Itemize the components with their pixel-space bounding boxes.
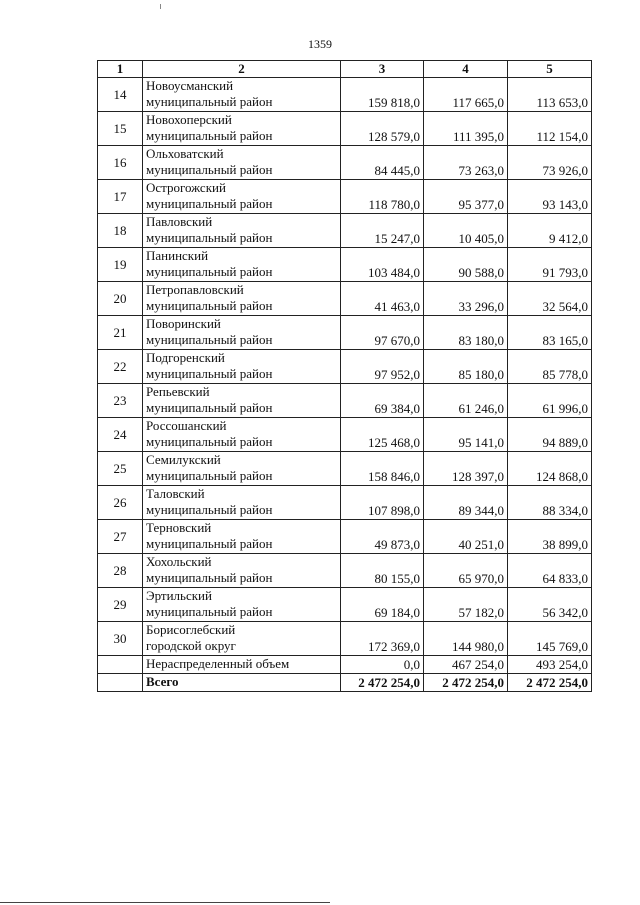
district-name <box>143 384 341 418</box>
value-col3: 159 818,0 <box>341 78 424 112</box>
district-name-line1: Павловский <box>146 214 213 229</box>
row-number: 29 <box>98 588 143 622</box>
row-number: 28 <box>98 554 143 588</box>
value-col5: 94 889,0 <box>508 418 592 452</box>
row-number: 19 <box>98 248 143 282</box>
district-name-line2: муниципальный район <box>146 264 273 279</box>
value-col5: 145 769,0 <box>508 622 592 656</box>
district-name-line1: Подгоренский <box>146 350 225 365</box>
value-col5: 112 154,0 <box>508 112 592 146</box>
scan-mark <box>160 4 161 9</box>
value-col5: 493 254,0 <box>508 656 592 674</box>
value-col5: 61 996,0 <box>508 384 592 418</box>
value-col3: 49 873,0 <box>341 520 424 554</box>
header-row <box>98 61 592 78</box>
value-col3: 2 472 254,0 <box>341 674 424 692</box>
value-col4: 83 180,0 <box>424 316 508 350</box>
value-col4: 33 296,0 <box>424 282 508 316</box>
district-name-line2: муниципальный район <box>146 502 273 517</box>
table-row <box>98 520 592 554</box>
header-cell: 5 <box>508 61 592 78</box>
value-col5: 56 342,0 <box>508 588 592 622</box>
value-col4: 10 405,0 <box>424 214 508 248</box>
district-name <box>143 78 341 112</box>
row-number: 23 <box>98 384 143 418</box>
district-name-line1: Семилукский <box>146 452 221 467</box>
header-cell: 1 <box>98 61 143 78</box>
row-number: 30 <box>98 622 143 656</box>
row-number: 20 <box>98 282 143 316</box>
value-col3: 84 445,0 <box>341 146 424 180</box>
value-col4: 57 182,0 <box>424 588 508 622</box>
value-col3: 97 670,0 <box>341 316 424 350</box>
district-name-line2: муниципальный район <box>146 366 273 381</box>
value-col3: 69 184,0 <box>341 588 424 622</box>
district-name-line2: муниципальный район <box>146 570 273 585</box>
header-cell: 3 <box>341 61 424 78</box>
footnote-rule <box>0 902 330 903</box>
value-col5: 124 868,0 <box>508 452 592 486</box>
data-table <box>97 60 592 692</box>
row-number: 22 <box>98 350 143 384</box>
table-row <box>98 486 592 520</box>
value-col4: 40 251,0 <box>424 520 508 554</box>
district-name-line1: Борисоглебский <box>146 622 236 637</box>
district-name-line2: муниципальный район <box>146 604 273 619</box>
district-name-line2: городской округ <box>146 638 236 653</box>
table-row <box>98 146 592 180</box>
district-name <box>143 248 341 282</box>
table-body <box>98 78 592 692</box>
district-name-line1: Новоусманский <box>146 78 234 93</box>
table-row <box>98 78 592 112</box>
value-col4: 90 588,0 <box>424 248 508 282</box>
district-name <box>143 520 341 554</box>
district-name-line2: муниципальный район <box>146 196 273 211</box>
value-col5: 85 778,0 <box>508 350 592 384</box>
district-name <box>143 112 341 146</box>
row-label: Нераспределенный объем <box>143 656 341 674</box>
district-name-line1: Терновский <box>146 520 212 535</box>
total-row <box>98 674 592 692</box>
unallocated-row <box>98 656 592 674</box>
value-col3: 97 952,0 <box>341 350 424 384</box>
page-number: 1359 <box>308 37 332 51</box>
value-col4: 467 254,0 <box>424 656 508 674</box>
row-number: 21 <box>98 316 143 350</box>
table-row <box>98 384 592 418</box>
district-name-line2: муниципальный район <box>146 162 273 177</box>
table-row <box>98 282 592 316</box>
table-row <box>98 588 592 622</box>
district-name-line1: Хохольский <box>146 554 212 569</box>
district-name-line2: муниципальный район <box>146 536 273 551</box>
district-name <box>143 554 341 588</box>
row-number: 25 <box>98 452 143 486</box>
table-row <box>98 180 592 214</box>
value-col4: 144 980,0 <box>424 622 508 656</box>
district-name-line1: Россошанский <box>146 418 227 433</box>
value-col4: 73 263,0 <box>424 146 508 180</box>
value-col5: 73 926,0 <box>508 146 592 180</box>
district-name-line1: Панинский <box>146 248 209 263</box>
value-col3: 80 155,0 <box>341 554 424 588</box>
row-number: 14 <box>98 78 143 112</box>
table-row <box>98 418 592 452</box>
table-row <box>98 248 592 282</box>
value-col4: 111 395,0 <box>424 112 508 146</box>
row-number: 15 <box>98 112 143 146</box>
district-name-line1: Петропавловский <box>146 282 244 297</box>
district-name-line2: муниципальный район <box>146 298 273 313</box>
value-col3: 41 463,0 <box>341 282 424 316</box>
district-name-line2: муниципальный район <box>146 400 273 415</box>
district-name-line2: муниципальный район <box>146 94 273 109</box>
district-name <box>143 588 341 622</box>
value-col5: 113 653,0 <box>508 78 592 112</box>
value-col3: 125 468,0 <box>341 418 424 452</box>
row-number: 18 <box>98 214 143 248</box>
district-name <box>143 146 341 180</box>
value-col3: 128 579,0 <box>341 112 424 146</box>
district-name-line2: муниципальный район <box>146 128 273 143</box>
value-col4: 2 472 254,0 <box>424 674 508 692</box>
value-col4: 95 141,0 <box>424 418 508 452</box>
value-col3: 15 247,0 <box>341 214 424 248</box>
value-col5: 64 833,0 <box>508 554 592 588</box>
value-col4: 89 344,0 <box>424 486 508 520</box>
table-row <box>98 622 592 656</box>
district-name <box>143 622 341 656</box>
table-row <box>98 350 592 384</box>
value-col5: 2 472 254,0 <box>508 674 592 692</box>
district-name <box>143 350 341 384</box>
table-row <box>98 112 592 146</box>
value-col3: 103 484,0 <box>341 248 424 282</box>
value-col5: 83 165,0 <box>508 316 592 350</box>
header-cell: 4 <box>424 61 508 78</box>
value-col5: 32 564,0 <box>508 282 592 316</box>
value-col3: 172 369,0 <box>341 622 424 656</box>
row-number <box>98 674 143 692</box>
district-name-line1: Таловский <box>146 486 205 501</box>
row-number: 17 <box>98 180 143 214</box>
value-col4: 65 970,0 <box>424 554 508 588</box>
table-row <box>98 452 592 486</box>
district-name-line1: Новохоперский <box>146 112 232 127</box>
district-name <box>143 418 341 452</box>
value-col4: 61 246,0 <box>424 384 508 418</box>
row-label: Всего <box>143 674 341 692</box>
district-name-line1: Репьевский <box>146 384 210 399</box>
district-name <box>143 486 341 520</box>
value-col4: 117 665,0 <box>424 78 508 112</box>
district-name <box>143 282 341 316</box>
district-name-line1: Поворинский <box>146 316 221 331</box>
value-col5: 38 899,0 <box>508 520 592 554</box>
value-col5: 9 412,0 <box>508 214 592 248</box>
value-col3: 158 846,0 <box>341 452 424 486</box>
district-name-line1: Ольховатский <box>146 146 224 161</box>
district-name-line1: Острогожский <box>146 180 226 195</box>
district-name-line2: муниципальный район <box>146 230 273 245</box>
district-name-line2: муниципальный район <box>146 468 273 483</box>
district-name <box>143 180 341 214</box>
table-row <box>98 554 592 588</box>
value-col5: 91 793,0 <box>508 248 592 282</box>
value-col4: 95 377,0 <box>424 180 508 214</box>
district-name <box>143 316 341 350</box>
value-col5: 93 143,0 <box>508 180 592 214</box>
district-name <box>143 452 341 486</box>
district-name-line2: муниципальный район <box>146 332 273 347</box>
district-name <box>143 214 341 248</box>
value-col4: 85 180,0 <box>424 350 508 384</box>
row-number: 24 <box>98 418 143 452</box>
value-col3: 118 780,0 <box>341 180 424 214</box>
table-row <box>98 316 592 350</box>
value-col5: 88 334,0 <box>508 486 592 520</box>
row-number: 27 <box>98 520 143 554</box>
row-number <box>98 656 143 674</box>
table-row <box>98 214 592 248</box>
district-name-line1: Эртильский <box>146 588 212 603</box>
value-col3: 0,0 <box>341 656 424 674</box>
value-col3: 69 384,0 <box>341 384 424 418</box>
header-cell: 2 <box>143 61 341 78</box>
row-number: 16 <box>98 146 143 180</box>
row-number: 26 <box>98 486 143 520</box>
value-col4: 128 397,0 <box>424 452 508 486</box>
value-col3: 107 898,0 <box>341 486 424 520</box>
district-name-line2: муниципальный район <box>146 434 273 449</box>
